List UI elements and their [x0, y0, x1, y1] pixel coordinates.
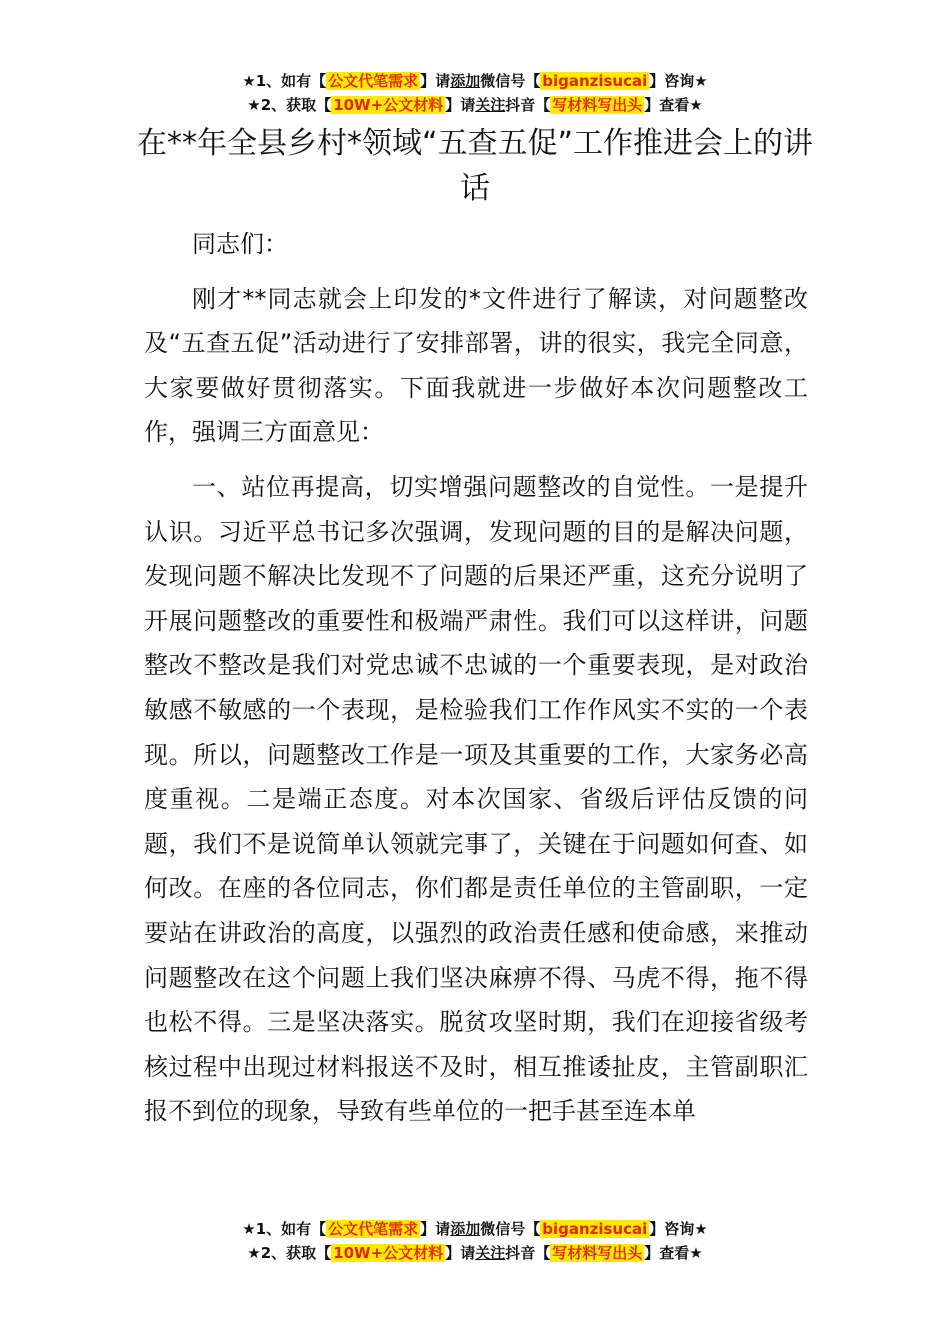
banner-text: 微信号【 — [480, 72, 541, 90]
banner-text: ★1、如有【 — [242, 1220, 327, 1238]
banner-text: 】请 — [445, 1244, 476, 1262]
banner-underlined-text: 添加 — [450, 72, 481, 90]
body-paragraph-section-one: 一、站位再提高，切实增强问题整改的自觉性。一是提升认识。习近平总书记多次强调，发现问题的目的是解决问题，发现问题不解决比发现不了问题的后果还严重，这充分说明了开展问题整改的重要性和极端严肃性。我们可以这样讲，问题整改不整改是我们对党忠诚不忠诚的一个重要表现，是对政治敏感不敏感的一个表现，是检验我们工作作风实不实的一个表现。所以，问题整改工作是一项及其重要的工作，大家务必高度重视。二是端正态度。对本次国家、省级后评估反馈的问题，我们不是说简单认领就完事了，关键在于问题如何查、如何改。在座的各位同志，你们都是责任单位的主管副职，一定要站在讲政治的高度，以强烈的政治责任感和使命感，来推动问题整改在这个问题上我们坚决麻痹不得、马虎不得，拖不得也松不得。三是坚决落实。脱贫攻坚时期，我们在迎接省级考核过程中出现过材料报送不及时，相互推诿扯皮，主管副职汇报不到位的现象，导致有些单位的一把手甚至连本单 — [144, 472, 808, 1126]
banner-underlined-text: 关注 — [475, 96, 506, 114]
body-paragraph-intro: 刚才**同志就会上印发的*文件进行了解读，对问题整改及“五查五促”活动进行了安排部署，讲的很实，我完全同意，大家要做好贯彻落实。下面我就进一步做好本次问题整改工作，强调三方面意见： — [144, 284, 808, 447]
banner-text: 微信号【 — [480, 1220, 541, 1238]
banner-text: 】请 — [445, 96, 476, 114]
banner-text: ★2、获取【 — [247, 1244, 332, 1262]
banner-text: 】咨询★ — [649, 72, 708, 90]
banner-text: 】请 — [420, 72, 451, 90]
banner-highlight-service: 公文代笔需求 — [328, 72, 419, 90]
salutation: 同志们： — [192, 230, 288, 258]
banner-highlight-service: 公文代笔需求 — [328, 1220, 419, 1238]
document-title: 在**年全县乡村*领域“五查五促”工作推进会上的讲话 — [136, 126, 814, 206]
document-body — [144, 222, 808, 1144]
banner-text: 】请 — [420, 1220, 451, 1238]
header-banner — [0, 69, 950, 117]
banner-text: 】查看★ — [644, 96, 703, 114]
banner-text: ★1、如有【 — [242, 72, 327, 90]
footer-banner — [0, 1217, 950, 1265]
banner-underlined-text: 关注 — [475, 1244, 506, 1262]
banner-text: 】查看★ — [644, 1244, 703, 1262]
banner-line-1 — [0, 1217, 950, 1241]
banner-highlight-douyin-account: 写材料写出头 — [552, 1244, 643, 1262]
banner-text: 】咨询★ — [649, 1220, 708, 1238]
banner-highlight-wechat-id: biganzisucai — [542, 72, 648, 90]
banner-highlight-materials: 10W+公文材料 — [333, 1244, 444, 1262]
banner-highlight-douyin-account: 写材料写出头 — [552, 96, 643, 114]
banner-line-1 — [0, 69, 950, 93]
banner-line-2 — [0, 93, 950, 117]
banner-highlight-wechat-id: biganzisucai — [542, 1220, 648, 1238]
banner-underlined-text: 添加 — [450, 1220, 481, 1238]
banner-highlight-materials: 10W+公文材料 — [333, 96, 444, 114]
banner-text: ★2、获取【 — [247, 96, 332, 114]
banner-text: 抖音【 — [505, 96, 551, 114]
banner-line-2 — [0, 1241, 950, 1265]
banner-text: 抖音【 — [505, 1244, 551, 1262]
